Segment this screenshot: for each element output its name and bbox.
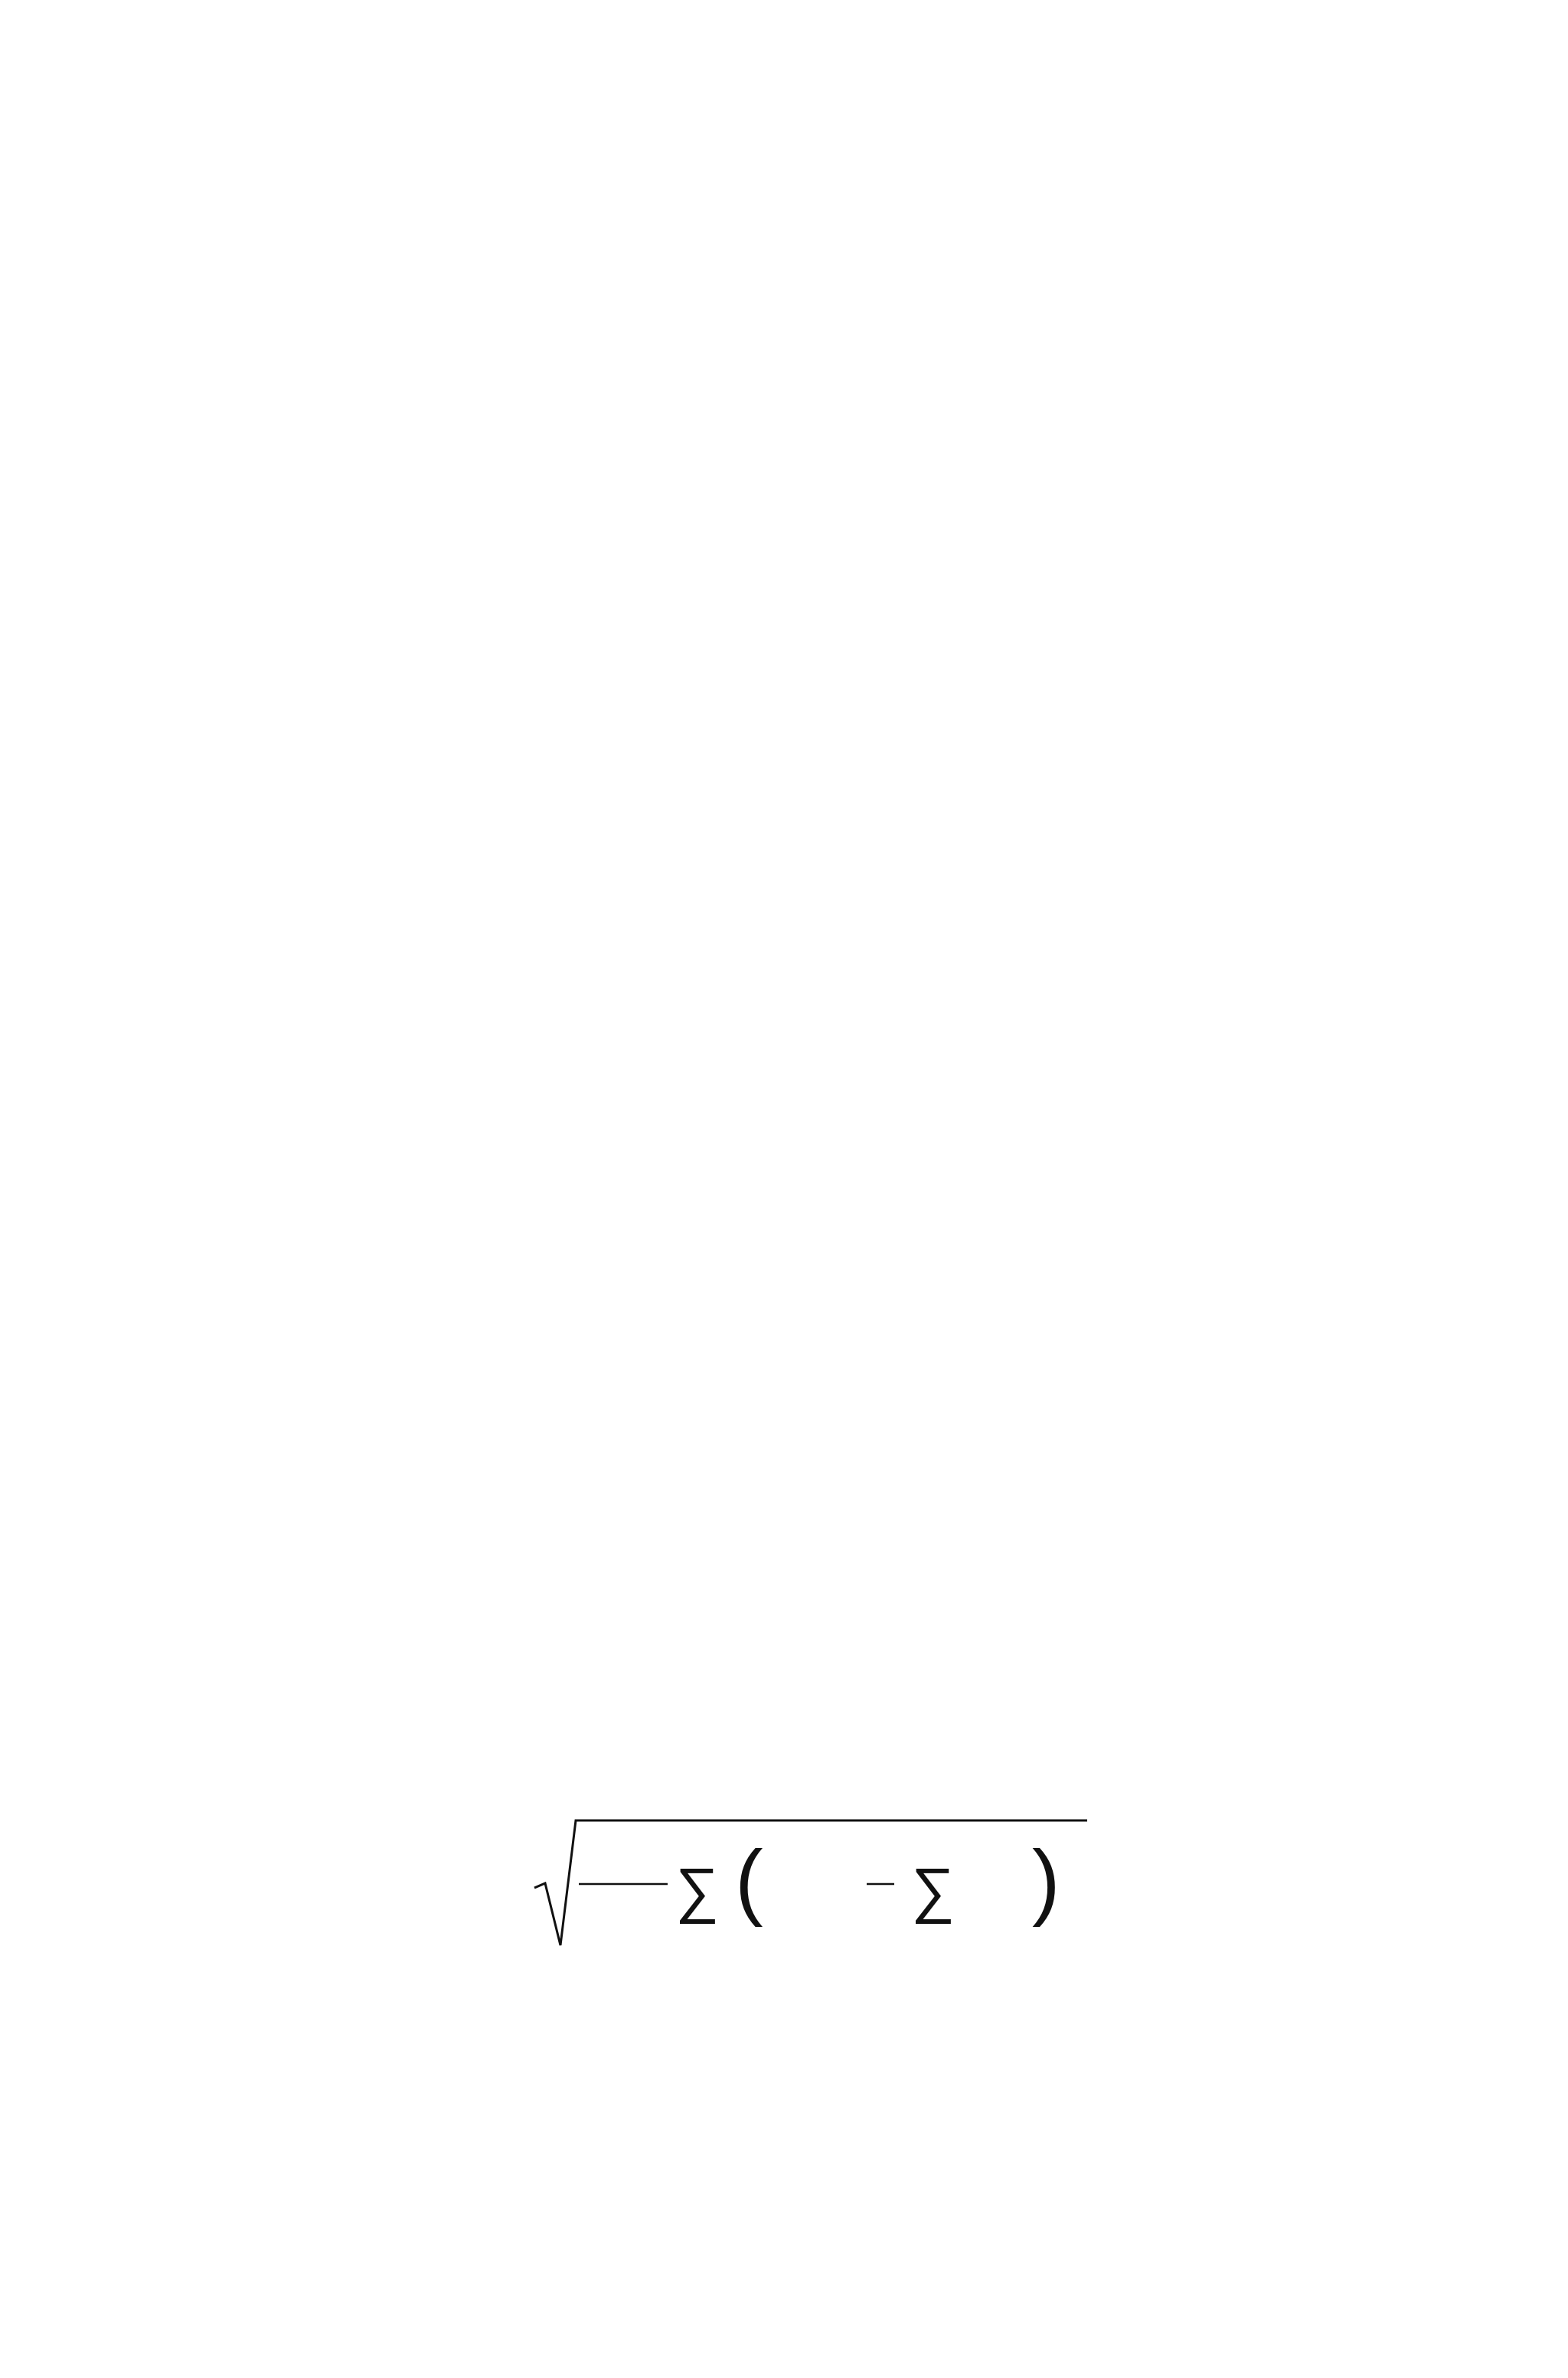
svg-text:∑: ∑	[675, 1856, 720, 1924]
figure-5-10	[145, 222, 1340, 712]
equation-5-8	[0, 1811, 1568, 1972]
svg-text:): )	[1032, 1833, 1060, 1928]
equation-formula	[0, 1811, 1148, 1972]
svg-text:(: (	[735, 1833, 763, 1928]
running-head	[1250, 129, 1311, 162]
svg-text:∑: ∑	[911, 1856, 956, 1924]
